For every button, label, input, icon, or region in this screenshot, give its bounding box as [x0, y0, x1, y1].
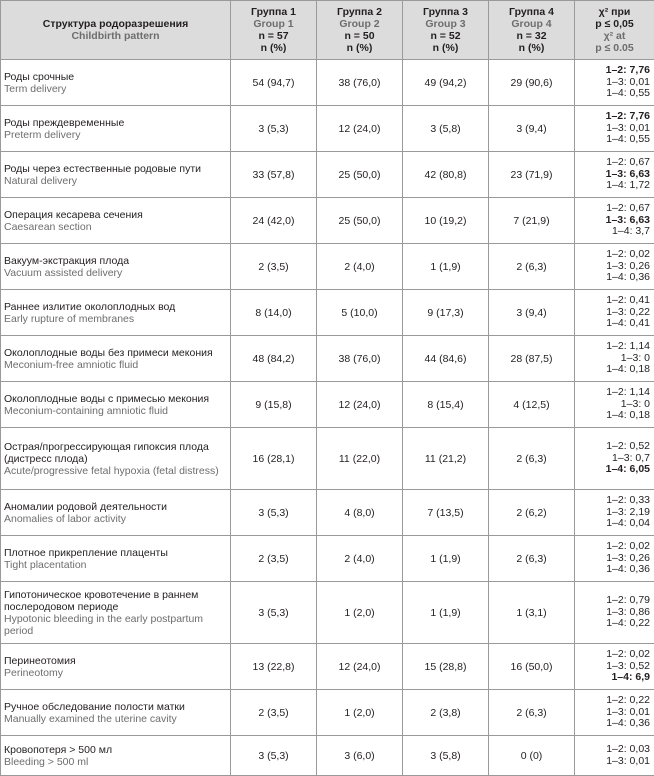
table-row — [1, 644, 654, 690]
chi-square-cell — [575, 244, 654, 290]
table-row — [1, 106, 654, 152]
group-4-value: 28 (87,5) — [489, 336, 575, 382]
header-chi-ru-p: p ≤ 0,05 — [575, 18, 654, 30]
chi-square-value: 1–4: 0,36 — [575, 718, 650, 730]
group-3-value: 7 (13,5) — [403, 490, 489, 536]
group-4-value: 23 (71,9) — [489, 152, 575, 198]
group-4-value: 7 (21,9) — [489, 198, 575, 244]
group-1-value: 3 (5,3) — [231, 490, 317, 536]
header-group-n: n = 32 — [489, 30, 574, 42]
row-label-ru: Плотное прикрепление плаценты — [4, 547, 227, 559]
table-row — [1, 428, 654, 490]
group-1-value: 13 (22,8) — [231, 644, 317, 690]
row-label — [1, 382, 231, 428]
group-3-value: 42 (80,8) — [403, 152, 489, 198]
chi-square-value: 1–4: 1,72 — [575, 180, 650, 192]
chi-square-cell — [575, 382, 654, 428]
group-3-value: 8 (15,4) — [403, 382, 489, 428]
chi-square-value: 1–2: 0,79 — [575, 595, 650, 607]
header-group-en: Group 3 — [403, 18, 488, 30]
table-row — [1, 290, 654, 336]
chi-square-value: 1–3: 0,22 — [575, 307, 650, 319]
row-label-ru: Перинеотомия — [4, 655, 227, 667]
header-group-en: Group 1 — [231, 18, 316, 30]
group-2-value: 12 (24,0) — [317, 644, 403, 690]
row-label-ru: Вакуум-экстракция плода — [4, 255, 227, 267]
chi-square-cell — [575, 152, 654, 198]
chi-square-cell — [575, 336, 654, 382]
header-group-en: Group 4 — [489, 18, 574, 30]
header-childbirth-pattern — [1, 1, 231, 60]
group-1-value: 2 (3,5) — [231, 690, 317, 736]
table-row — [1, 198, 654, 244]
row-label — [1, 290, 231, 336]
header-group-n: n = 52 — [403, 30, 488, 42]
header-group-1 — [231, 1, 317, 60]
group-4-value: 16 (50,0) — [489, 644, 575, 690]
header-group-ru: Группа 1 — [231, 6, 316, 18]
row-label-ru: Околоплодные воды без примеси мекония — [4, 347, 227, 359]
chi-square-cell — [575, 644, 654, 690]
group-3-value: 2 (3,8) — [403, 690, 489, 736]
chi-square-cell — [575, 428, 654, 490]
group-1-value: 54 (94,7) — [231, 60, 317, 106]
chi-square-value: 1–4: 0,55 — [575, 134, 650, 146]
chi-square-value: 1–4: 0,36 — [575, 272, 650, 284]
chi-square-value: 1–2: 0,03 — [575, 744, 650, 756]
chi-square-value: 1–2: 0,67 — [575, 157, 650, 169]
header-chi-square — [575, 1, 654, 60]
header-group-2 — [317, 1, 403, 60]
row-label — [1, 736, 231, 776]
group-2-value: 12 (24,0) — [317, 106, 403, 152]
chi-square-value: 1–3: 0,01 — [575, 77, 650, 89]
row-label — [1, 490, 231, 536]
row-label-ru: Роды срочные — [4, 71, 227, 83]
group-3-value: 49 (94,2) — [403, 60, 489, 106]
row-label-ru: Острая/прогрессирующая гипоксия плода (дистресс плода) — [4, 441, 227, 465]
group-2-value: 1 (2,0) — [317, 582, 403, 644]
group-3-value: 3 (5,8) — [403, 106, 489, 152]
chi-square-value: 1–2: 0,02 — [575, 541, 650, 553]
table-row — [1, 336, 654, 382]
chi-square-cell — [575, 582, 654, 644]
chi-square-value: 1–2: 0,22 — [575, 695, 650, 707]
row-label-en: Meconium-free amniotic fluid — [4, 359, 227, 371]
group-1-value: 9 (15,8) — [231, 382, 317, 428]
group-4-value: 4 (12,5) — [489, 382, 575, 428]
group-4-value: 2 (6,3) — [489, 428, 575, 490]
chi-square-cell — [575, 198, 654, 244]
header-group-ru: Группа 4 — [489, 6, 574, 18]
group-4-value: 0 (0) — [489, 736, 575, 776]
row-label-en: Natural delivery — [4, 175, 227, 187]
chi-square-value: 1–3: 0,26 — [575, 553, 650, 565]
group-1-value: 3 (5,3) — [231, 106, 317, 152]
row-label — [1, 244, 231, 290]
header-group-ru: Группа 3 — [403, 6, 488, 18]
chi-square-cell — [575, 60, 654, 106]
chi-square-value: 1–4: 0,18 — [575, 410, 650, 422]
header-group-unit: n (%) — [317, 42, 402, 54]
row-label-ru: Роды через естественные родовые пути — [4, 163, 227, 175]
row-label — [1, 198, 231, 244]
row-label-en: Bleeding > 500 ml — [4, 756, 227, 768]
row-label-en: Hypotonic bleeding in the early postpartum period — [4, 613, 227, 637]
row-label — [1, 106, 231, 152]
row-label-en: Manually examined the uterine cavity — [4, 713, 227, 725]
row-label-ru: Кровопотеря > 500 мл — [4, 744, 227, 756]
row-label-en: Anomalies of labor activity — [4, 513, 227, 525]
row-label-ru: Околоплодные воды с примесью мекония — [4, 393, 227, 405]
table-row — [1, 382, 654, 428]
group-2-value: 11 (22,0) — [317, 428, 403, 490]
group-1-value: 3 (5,3) — [231, 582, 317, 644]
chi-square-value: 1–3: 6,63 — [575, 215, 650, 227]
chi-square-value: 1–4: 0,22 — [575, 618, 650, 630]
header-group-4 — [489, 1, 575, 60]
row-label-en: Tight placentation — [4, 559, 227, 571]
group-2-value: 25 (50,0) — [317, 198, 403, 244]
chi-square-value: 1–2: 0,02 — [575, 249, 650, 261]
chi-square-value: 1–2: 7,76 — [575, 111, 650, 123]
row-label — [1, 644, 231, 690]
chi-square-value: 1–2: 0,33 — [575, 495, 650, 507]
table-body — [1, 60, 654, 776]
group-4-value: 3 (9,4) — [489, 106, 575, 152]
row-label — [1, 60, 231, 106]
group-4-value: 2 (6,3) — [489, 244, 575, 290]
group-3-value: 15 (28,8) — [403, 644, 489, 690]
header-chi-en: χ² at — [575, 30, 654, 42]
header-group-n: n = 50 — [317, 30, 402, 42]
row-label-ru: Роды преждевременные — [4, 117, 227, 129]
header-group-unit: n (%) — [403, 42, 488, 54]
row-label-en: Early rupture of membranes — [4, 313, 227, 325]
chi-square-value: 1–3: 0,01 — [575, 123, 650, 135]
chi-square-value: 1–4: 0,36 — [575, 564, 650, 576]
row-label-en: Acute/progressive fetal hypoxia (fetal distress) — [4, 465, 227, 477]
group-2-value: 25 (50,0) — [317, 152, 403, 198]
header-group-en: Group 2 — [317, 18, 402, 30]
chi-square-value: 1–3: 0,01 — [575, 756, 650, 768]
chi-square-cell — [575, 490, 654, 536]
chi-square-value: 1–2: 1,14 — [575, 341, 650, 353]
group-2-value: 2 (4,0) — [317, 244, 403, 290]
group-2-value: 38 (76,0) — [317, 336, 403, 382]
group-1-value: 3 (5,3) — [231, 736, 317, 776]
group-3-value: 1 (1,9) — [403, 582, 489, 644]
chi-square-value: 1–4: 6,05 — [575, 464, 650, 476]
row-label-en: Preterm delivery — [4, 129, 227, 141]
group-4-value: 2 (6,3) — [489, 536, 575, 582]
table-header-row — [1, 1, 654, 60]
row-label — [1, 428, 231, 490]
chi-square-value: 1–3: 0 — [575, 353, 650, 365]
row-label-en: Term delivery — [4, 83, 227, 95]
chi-square-value: 1–3: 0,52 — [575, 661, 650, 673]
chi-square-value: 1–4: 0,04 — [575, 518, 650, 530]
chi-square-value: 1–4: 0,55 — [575, 88, 650, 100]
chi-square-value: 1–3: 0,26 — [575, 261, 650, 273]
table-row — [1, 690, 654, 736]
header-col0-en: Childbirth pattern — [1, 30, 230, 42]
group-3-value: 1 (1,9) — [403, 536, 489, 582]
row-label-ru: Гипотоническое кровотечение в раннем послеродовом периоде — [4, 589, 227, 613]
header-col0-ru: Структура родоразрешения — [1, 18, 230, 30]
group-1-value: 16 (28,1) — [231, 428, 317, 490]
row-label — [1, 152, 231, 198]
group-2-value: 12 (24,0) — [317, 382, 403, 428]
chi-square-cell — [575, 290, 654, 336]
chi-square-value: 1–2: 0,52 — [575, 441, 650, 453]
table-row — [1, 490, 654, 536]
table-row — [1, 536, 654, 582]
group-2-value: 2 (4,0) — [317, 536, 403, 582]
table-row — [1, 582, 654, 644]
group-1-value: 24 (42,0) — [231, 198, 317, 244]
row-label — [1, 582, 231, 644]
chi-square-value: 1–2: 1,14 — [575, 387, 650, 399]
group-1-value: 33 (57,8) — [231, 152, 317, 198]
row-label — [1, 336, 231, 382]
chi-square-value: 1–3: 0,7 — [575, 453, 650, 465]
group-4-value: 3 (9,4) — [489, 290, 575, 336]
chi-square-value: 1–4: 0,41 — [575, 318, 650, 330]
table-row — [1, 244, 654, 290]
header-chi-en-p: p ≤ 0.05 — [575, 42, 654, 54]
row-label — [1, 536, 231, 582]
group-3-value: 3 (5,8) — [403, 736, 489, 776]
row-label-ru: Операция кесарева сечения — [4, 209, 227, 221]
chi-square-value: 1–3: 0 — [575, 399, 650, 411]
group-3-value: 44 (84,6) — [403, 336, 489, 382]
row-label-en: Vacuum assisted delivery — [4, 267, 227, 279]
header-group-unit: n (%) — [231, 42, 316, 54]
chi-square-value: 1–3: 0,01 — [575, 707, 650, 719]
header-group-ru: Группа 2 — [317, 6, 402, 18]
group-2-value: 1 (2,0) — [317, 690, 403, 736]
row-label — [1, 690, 231, 736]
table-row — [1, 60, 654, 106]
group-2-value: 3 (6,0) — [317, 736, 403, 776]
group-4-value: 1 (3,1) — [489, 582, 575, 644]
chi-square-value: 1–3: 2,19 — [575, 507, 650, 519]
chi-square-value: 1–3: 0,86 — [575, 607, 650, 619]
group-1-value: 2 (3,5) — [231, 536, 317, 582]
chi-square-cell — [575, 736, 654, 776]
row-label-ru: Ручное обследование полости матки — [4, 701, 227, 713]
chi-square-cell — [575, 106, 654, 152]
row-label-ru: Аномалии родовой деятельности — [4, 501, 227, 513]
group-3-value: 11 (21,2) — [403, 428, 489, 490]
header-group-3 — [403, 1, 489, 60]
table-row — [1, 152, 654, 198]
group-3-value: 9 (17,3) — [403, 290, 489, 336]
chi-square-value: 1–4: 6,9 — [575, 672, 650, 684]
chi-square-value: 1–4: 0,18 — [575, 364, 650, 376]
row-label-en: Perineotomy — [4, 667, 227, 679]
group-1-value: 48 (84,2) — [231, 336, 317, 382]
row-label-ru: Раннее излитие околоплодных вод — [4, 301, 227, 313]
chi-square-value: 1–2: 0,02 — [575, 649, 650, 661]
group-3-value: 1 (1,9) — [403, 244, 489, 290]
group-2-value: 5 (10,0) — [317, 290, 403, 336]
group-1-value: 8 (14,0) — [231, 290, 317, 336]
header-group-unit: n (%) — [489, 42, 574, 54]
chi-square-cell — [575, 536, 654, 582]
group-2-value: 4 (8,0) — [317, 490, 403, 536]
group-2-value: 38 (76,0) — [317, 60, 403, 106]
row-label-en: Meconium-containing amniotic fluid — [4, 405, 227, 417]
chi-square-cell — [575, 690, 654, 736]
header-group-n: n = 57 — [231, 30, 316, 42]
group-4-value: 2 (6,3) — [489, 690, 575, 736]
group-1-value: 2 (3,5) — [231, 244, 317, 290]
chi-square-value: 1–3: 6,63 — [575, 169, 650, 181]
chi-square-value: 1–2: 0,41 — [575, 295, 650, 307]
header-chi-ru: χ² при — [575, 6, 654, 18]
chi-square-value: 1–2: 0,67 — [575, 203, 650, 215]
row-label-en: Caesarean section — [4, 221, 227, 233]
chi-square-value: 1–2: 7,76 — [575, 65, 650, 77]
group-4-value: 2 (6,2) — [489, 490, 575, 536]
chi-square-value: 1–4: 3,7 — [575, 226, 650, 238]
group-3-value: 10 (19,2) — [403, 198, 489, 244]
table-row — [1, 736, 654, 776]
group-4-value: 29 (90,6) — [489, 60, 575, 106]
